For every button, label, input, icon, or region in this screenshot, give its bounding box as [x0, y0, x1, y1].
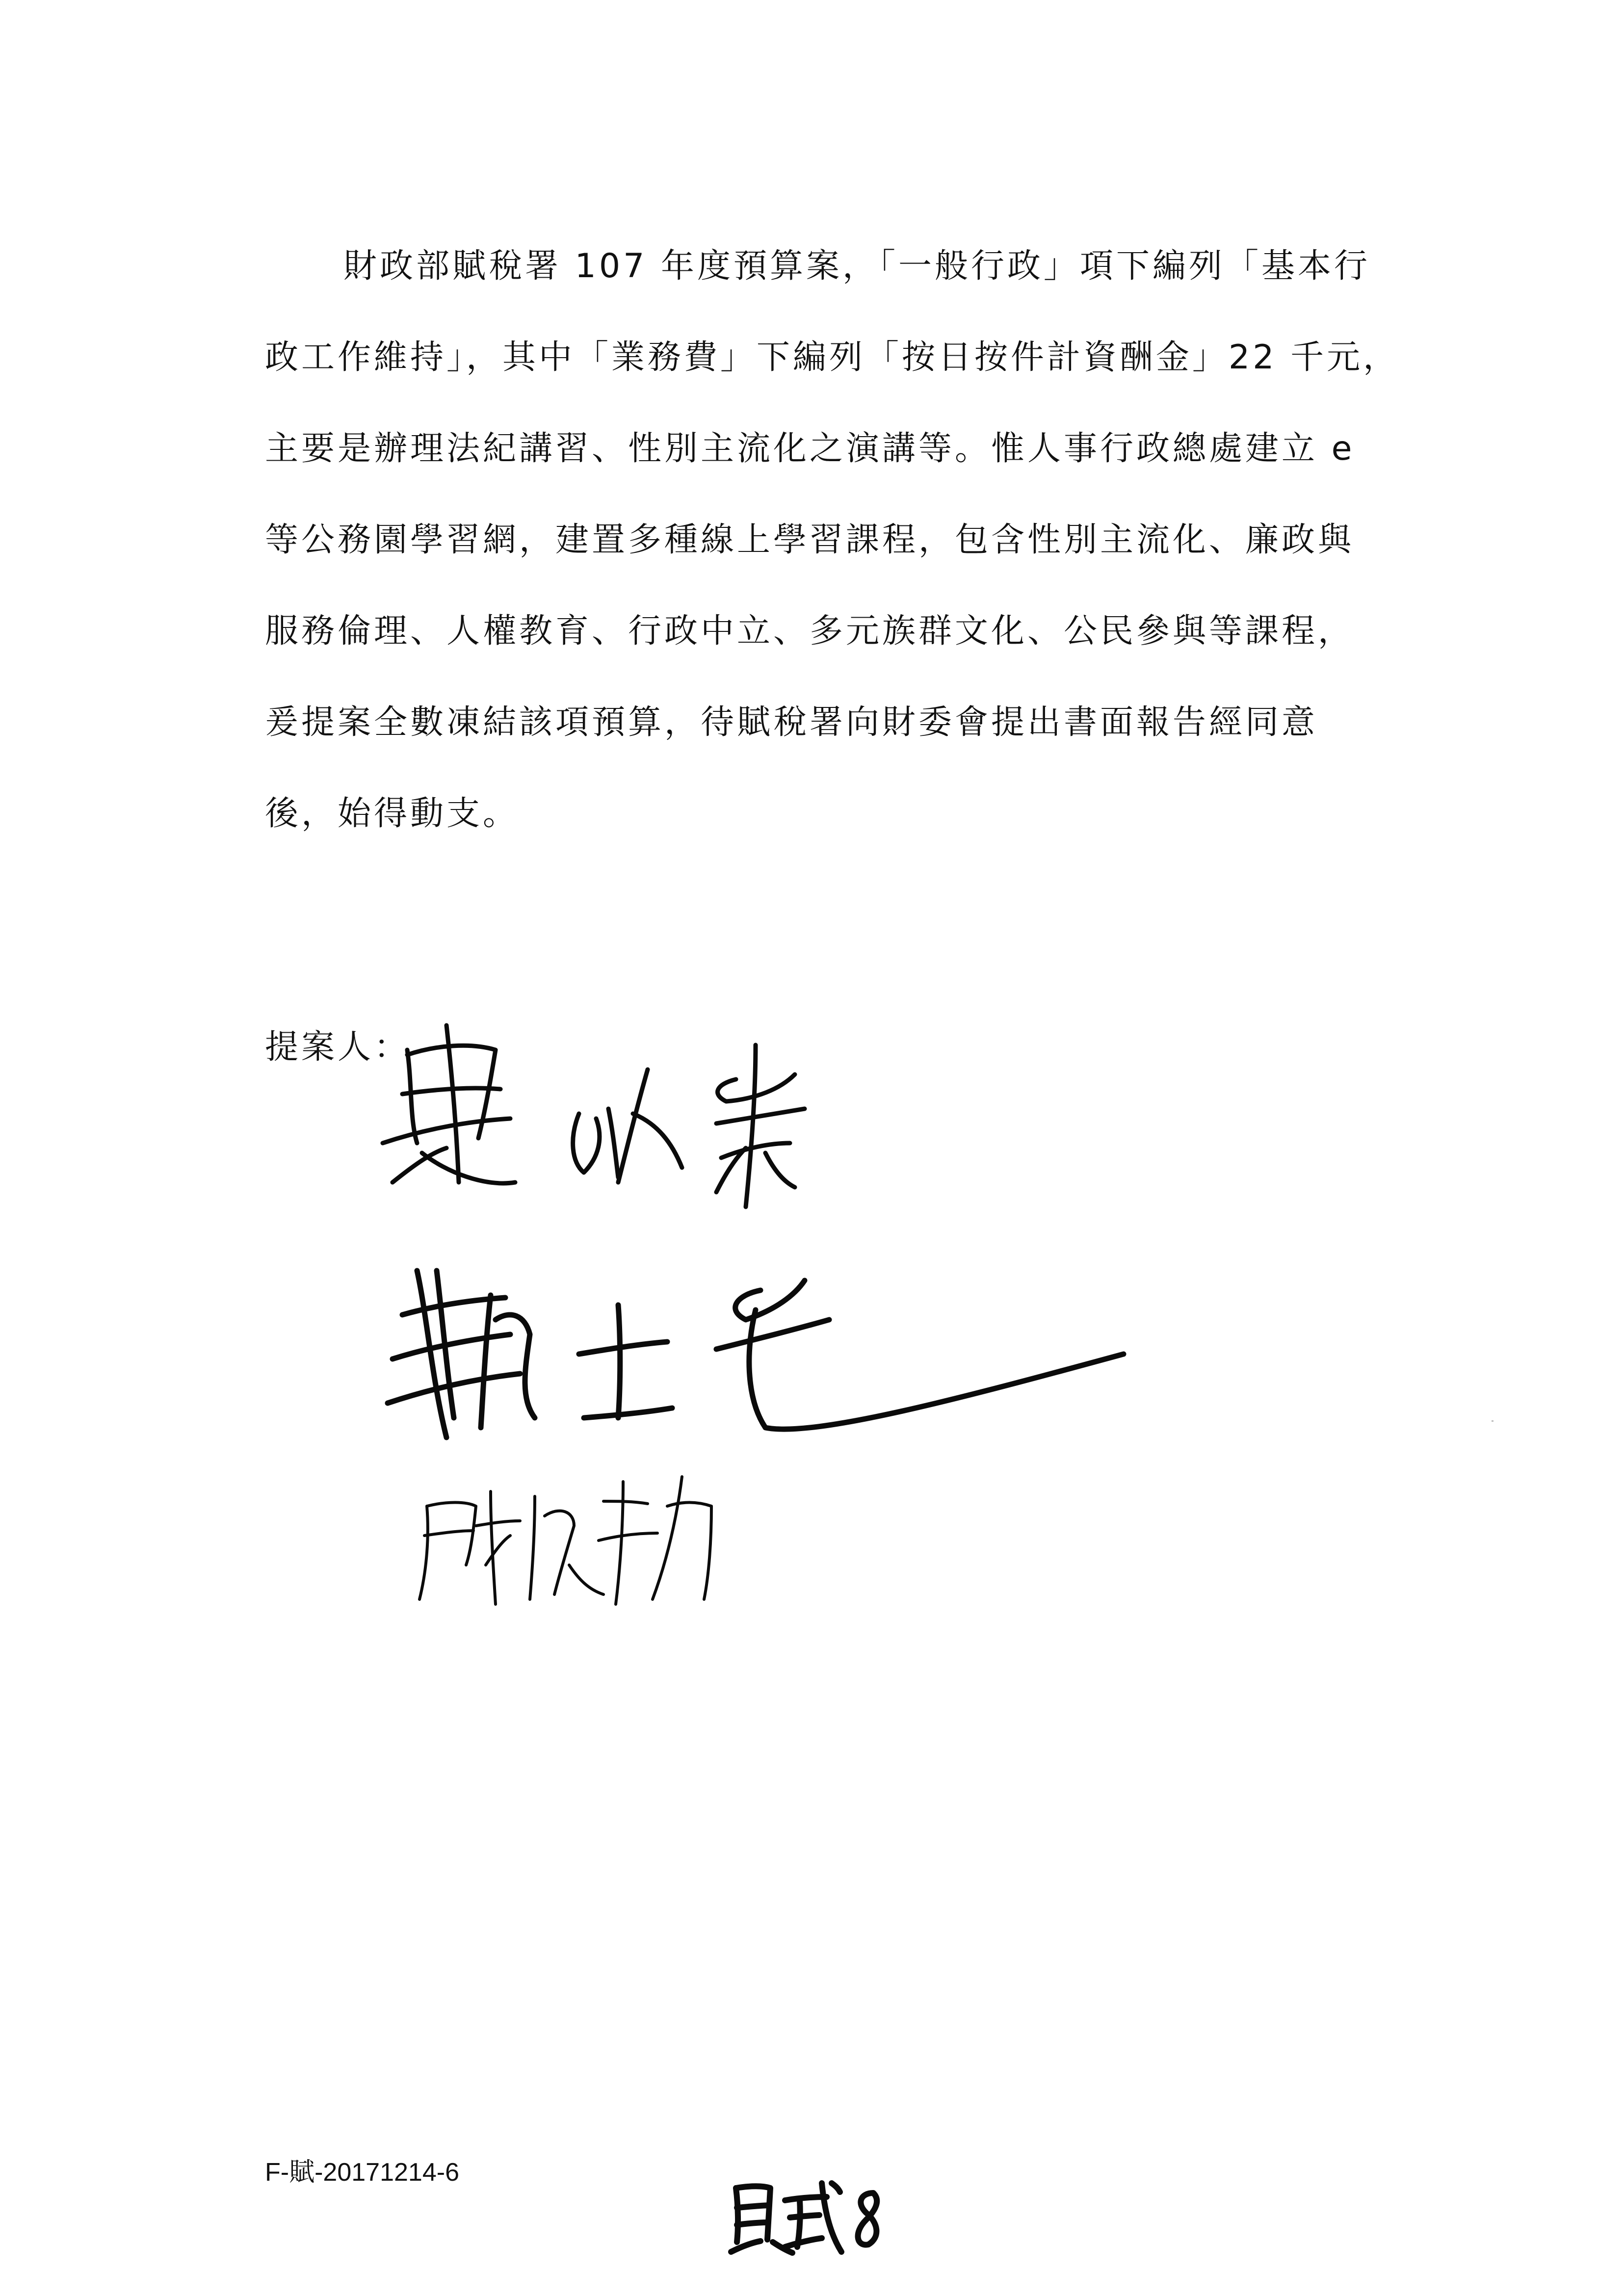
- paragraph-line: 後，始得動支。: [265, 794, 520, 833]
- scan-speck: [1492, 1420, 1493, 1422]
- handwritten-signatures: [373, 996, 1158, 1634]
- motion-paragraph: [265, 221, 1408, 860]
- paragraph-line: 等公務園學習網，建置多種線上學習課程，包含性別主流化、廉政與: [265, 521, 1355, 559]
- paragraph-line: 爰提案全數凍結該項預算，待賦稅署向財委會提出書面報告經同意: [265, 703, 1318, 742]
- proposer-label: 提案人：: [265, 1028, 411, 1067]
- signature-1: [383, 1025, 805, 1207]
- paragraph-line: 服務倫理、人權教育、行政中立、多元族群文化、公民參與等課程，: [265, 612, 1355, 651]
- signature-3: [419, 1477, 711, 1604]
- paragraph-line: 財政部賦稅署 107 年度預算案，「一般行政」項下編列「基本行: [343, 247, 1371, 286]
- signature-2: [388, 1271, 1124, 1437]
- handwritten-page-mark: [726, 2173, 893, 2257]
- document-code: F-賦-20171214-6: [265, 2158, 459, 2187]
- paragraph-line: 主要是辦理法紀講習、性別主流化之演講等。惟人事行政總處建立 e: [265, 429, 1355, 468]
- paragraph-line: 政工作維持」，其中「業務費」下編列「按日按件計資酬金」22 千元，: [265, 338, 1400, 377]
